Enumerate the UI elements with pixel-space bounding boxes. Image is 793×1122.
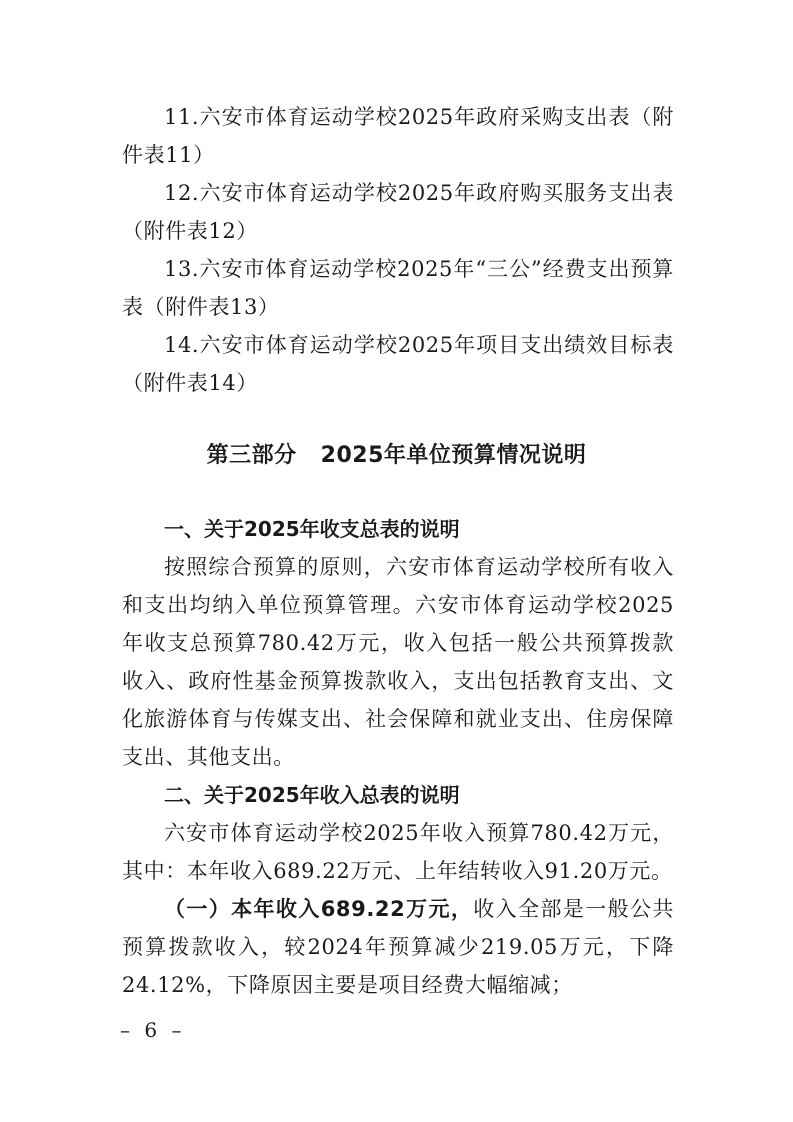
attachment-item-11: 11.六安市体育运动学校2025年政府采购支出表（附件表11） [122, 105, 674, 167]
attachment-item-14: 14.六安市体育运动学校2025年项目支出绩效目标表（附件表14） [122, 333, 674, 395]
attachment-item-12: 12.六安市体育运动学校2025年政府购买服务支出表（附件表12） [122, 181, 674, 243]
subheading-one: 一、关于2025年收支总表的说明 [164, 517, 460, 541]
paragraph-three [122, 890, 674, 1004]
paragraph-three-lead: （一）本年收入689.22万元， [164, 897, 474, 921]
attachment-item-13: 13.六安市体育运动学校2025年“三公”经费支出预算表（附件表13） [122, 257, 674, 319]
section-title [0, 436, 793, 476]
paragraph-one: 按照综合预算的原则，六安市体育运动学校所有收入和支出均纳入单位预算管理。六安市体育运动学校2025年收支总预算780.42万元，收入包括一般公共预算拨款收入、政府性基金预算拨款收入，支出包括教育支出、文化旅游体育与传媒支出、社会保障和就业支出、住房保障支出、其他支出。 [122, 555, 674, 769]
paragraph-three-body: 收入全部是一般公共预算拨款收入，较2024年预算减少219.05万元，下降24.12%，下降原因主要是项目经费大幅缩减； [122, 897, 674, 997]
subheading-two: 二、关于2025年收入总表的说明 [164, 783, 460, 807]
paragraph-two: 六安市体育运动学校2025年收入预算780.42万元，其中：本年收入689.22万元、上年结转收入91.20万元。 [122, 821, 674, 883]
section-title-text: 2025年单位预算情况说明 [320, 443, 587, 468]
page-number: – 6 – [120, 1018, 186, 1042]
section-part-label: 第三部分 [206, 443, 297, 468]
